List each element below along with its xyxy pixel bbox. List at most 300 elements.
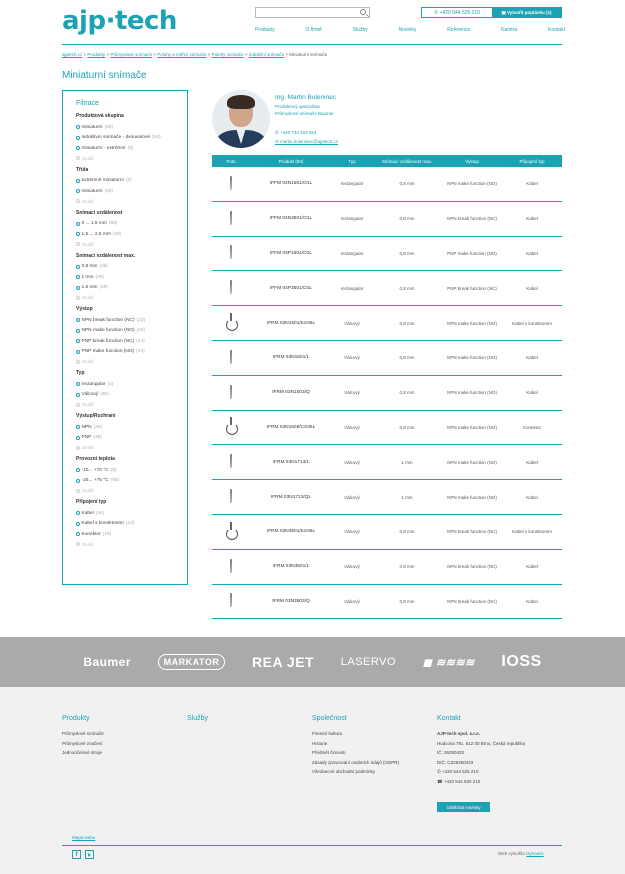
filter-clear[interactable] xyxy=(76,154,187,163)
radio-icon[interactable] xyxy=(76,179,80,183)
product-name[interactable]: IFRM 03N1505/CS35L xyxy=(266,424,316,430)
product-type: Válcový xyxy=(344,320,360,326)
radio-icon[interactable] xyxy=(76,146,80,150)
phone-icon: ✆ xyxy=(275,130,281,135)
product-name[interactable]: IFRM 03N3501/KS35L xyxy=(266,529,316,535)
radio-icon[interactable] xyxy=(76,382,80,386)
radio-icon xyxy=(76,156,80,160)
product-connection: Kabel xyxy=(526,216,538,222)
brand-logo[interactable]: ◼ ≋≋≋≋ xyxy=(422,656,475,669)
filter-option-label: 1,6 mm xyxy=(81,285,98,291)
radio-icon[interactable] xyxy=(76,232,80,236)
filter-clear[interactable] xyxy=(76,293,187,302)
sensor-icon xyxy=(230,176,232,190)
filter-option-label: induktivní snímače - dvouvatové xyxy=(81,135,151,141)
filter-clear[interactable] xyxy=(76,540,187,549)
filter-option-label: 1 mm xyxy=(81,274,94,280)
product-output: NPN make function (NO) xyxy=(447,494,497,500)
product-photo[interactable] xyxy=(212,176,250,192)
company-phone[interactable] xyxy=(437,769,525,779)
filter-option[interactable] xyxy=(76,476,187,487)
product-type: rectangular xyxy=(340,285,364,291)
footer-heading: Společnost xyxy=(312,715,347,722)
filter-group-title: Výstup xyxy=(76,306,93,312)
filter-option-count: (29) xyxy=(95,274,105,280)
filter-option[interactable] xyxy=(76,272,187,283)
footer-link[interactable]: Průmyslové značení xyxy=(62,740,103,746)
filter-groups xyxy=(76,113,187,549)
table-row[interactable] xyxy=(212,376,562,411)
radio-icon[interactable] xyxy=(76,436,80,440)
table-row[interactable] xyxy=(212,202,562,237)
fax-icon: ☎ xyxy=(437,778,444,784)
filter-option-count: (23) xyxy=(136,328,146,334)
sensor-icon xyxy=(230,280,232,294)
footer-col-contact xyxy=(437,715,525,788)
footer-col-products xyxy=(62,715,104,760)
filter-option-count: (44) xyxy=(95,510,105,516)
sensor-icon xyxy=(230,350,232,364)
radio-icon[interactable] xyxy=(76,125,80,129)
product-photo[interactable] xyxy=(212,559,250,575)
product-name[interactable]: IFFM 04P3501/O1L xyxy=(269,285,313,291)
company-ico: IČ: 26280433 xyxy=(437,750,465,755)
product-distance: 0,8 mm xyxy=(399,529,415,535)
search-input[interactable] xyxy=(255,7,370,18)
filter-option-count: (26) xyxy=(102,531,112,537)
product-connection: Kabel xyxy=(526,494,538,500)
product-photo[interactable] xyxy=(212,245,250,261)
filter-option-label: NPN make function (NO) xyxy=(81,328,135,334)
radio-icon[interactable] xyxy=(76,286,80,290)
col-header[interactable]: Výstup xyxy=(465,158,479,164)
product-name[interactable]: IFRM 03N1713/L xyxy=(272,459,310,465)
breadcrumb-link[interactable]: Polohy a měřicí snímače xyxy=(157,52,207,57)
filter-group-title: Výstup/Rozhraní xyxy=(76,413,116,419)
footer-link[interactable]: Všeobecné obchodní podmínky xyxy=(312,769,376,774)
filter-option-label: PNP make function (NO) xyxy=(81,349,135,355)
filter-option[interactable] xyxy=(76,143,187,154)
brand-logo[interactable]: LASERVO xyxy=(340,656,397,668)
product-type: Válcový xyxy=(344,494,360,500)
product-type: rectangular xyxy=(340,250,364,256)
filter-group-title: Třída xyxy=(76,166,89,173)
footer-col-company xyxy=(312,715,399,779)
phone-icon: ✆ xyxy=(433,9,440,16)
filter-option[interactable] xyxy=(76,508,187,519)
radio-icon[interactable] xyxy=(76,350,80,354)
filter-option[interactable] xyxy=(76,176,187,187)
product-connection: Kabel xyxy=(526,598,538,604)
filter-option-label: miniaturní - extrémní xyxy=(81,145,126,151)
filter-group xyxy=(76,167,187,206)
contact-email[interactable] xyxy=(275,139,338,145)
footer-divider xyxy=(62,845,562,846)
product-type: Válcový xyxy=(344,529,360,535)
facebook-icon[interactable]: f xyxy=(72,850,81,859)
filter-option-label: NPN break function (NC) xyxy=(81,317,135,323)
filter-option-label: NPN xyxy=(81,424,92,430)
filter-option-label: extrémně miniaturní xyxy=(81,178,124,184)
radio-icon[interactable] xyxy=(76,329,80,333)
brand-logo[interactable]: IOSS xyxy=(501,653,542,670)
sensor-icon xyxy=(230,211,232,225)
filter-title: Filtrace xyxy=(76,100,99,107)
filter-option-label: Konektor xyxy=(81,531,101,537)
contact-dept: Průmyslové snímače Baumer xyxy=(275,111,334,116)
nav-kariera[interactable]: Kariéra xyxy=(501,27,518,33)
nav-sluzby[interactable]: Služby xyxy=(352,27,368,33)
radio-icon[interactable] xyxy=(76,393,80,397)
radio-icon[interactable] xyxy=(76,339,80,343)
filter-clear-label: Zrušit xyxy=(82,402,94,407)
phone-icon: ✆ xyxy=(437,769,443,774)
filter-group-title: Snímací vzdálenost max. xyxy=(76,252,136,259)
footer-link[interactable]: Zásady zpracování osobních údajů (GDPR) xyxy=(312,759,400,765)
radio-icon[interactable] xyxy=(76,275,80,279)
table-row[interactable] xyxy=(212,237,562,272)
company-dic: DIČ: CZ26280433 xyxy=(437,759,474,765)
phone-link[interactable] xyxy=(422,8,492,17)
filter-option-count: (8) xyxy=(110,467,117,473)
credit-link[interactable]: Dynamic xyxy=(526,851,544,856)
filter-option-count: (5) xyxy=(125,178,132,184)
product-connection: Kabel xyxy=(526,355,538,361)
table-row[interactable] xyxy=(212,411,562,446)
filter-option-count: (35) xyxy=(104,188,114,194)
table-row[interactable] xyxy=(212,550,562,585)
filter-option[interactable] xyxy=(76,336,187,347)
nav-produkty[interactable]: Produkty xyxy=(255,27,275,33)
filter-option-count: (90) xyxy=(100,392,109,398)
radio-icon[interactable] xyxy=(76,265,80,269)
filter-clear[interactable] xyxy=(76,240,187,249)
filter-clear[interactable] xyxy=(76,357,187,366)
product-distance: 1 mm xyxy=(401,494,413,500)
filter-option-count: (86) xyxy=(110,478,120,484)
table-row[interactable] xyxy=(212,585,562,620)
filter-option[interactable] xyxy=(76,390,187,401)
product-distance: 0,8 mm xyxy=(399,355,415,361)
table-row[interactable] xyxy=(212,167,562,202)
product-output: NPN break function (NC) xyxy=(447,598,497,604)
table-row[interactable] xyxy=(212,515,562,550)
filter-clear[interactable] xyxy=(76,486,187,495)
filter-group xyxy=(76,253,187,303)
breadcrumb-current: Miniaturní snímače xyxy=(289,52,328,57)
col-header[interactable]: Snímací vzdálenost max. xyxy=(381,158,433,164)
radio-icon xyxy=(76,542,80,546)
product-output: NPN make function (NO) xyxy=(447,181,497,187)
product-distance: 0,8 mm xyxy=(399,285,415,291)
radio-icon xyxy=(76,360,80,364)
filter-option-count: (28) xyxy=(99,264,109,270)
product-type: Válcový xyxy=(344,390,360,396)
radio-icon[interactable] xyxy=(76,318,80,322)
filter-option[interactable] xyxy=(76,379,187,390)
table-header xyxy=(212,155,562,167)
filter-option[interactable] xyxy=(76,326,187,337)
product-type: rectangular xyxy=(340,216,364,222)
product-distance: 0,8 mm xyxy=(399,320,415,326)
radio-icon[interactable] xyxy=(76,479,80,483)
filter-option[interactable] xyxy=(76,229,187,240)
company-phone-number: +420 544 525 210 xyxy=(442,769,479,774)
filter-option-label: miniaturní xyxy=(81,188,103,194)
product-distance: 0,8 mm xyxy=(399,181,415,187)
col-header[interactable]: Připojení typ xyxy=(519,158,545,164)
radio-icon xyxy=(76,199,80,203)
filter-clear-label: Zrušit xyxy=(82,359,94,364)
sensor-icon xyxy=(224,522,238,540)
filter-option[interactable] xyxy=(76,433,187,444)
breadcrumb-link[interactable]: Produkty xyxy=(87,52,106,57)
filter-group xyxy=(76,370,187,409)
filter-option-count: (24) xyxy=(136,349,145,355)
radio-icon xyxy=(76,296,80,300)
sensor-icon xyxy=(230,489,232,503)
filter-option-label: Válcový xyxy=(81,392,99,398)
filter-option[interactable] xyxy=(76,262,187,273)
filter-option-count: (24) xyxy=(125,521,135,527)
product-photo[interactable] xyxy=(212,417,250,437)
breadcrumb-link[interactable]: Polohy snímače xyxy=(211,52,244,57)
filter-option-count: (28) xyxy=(99,285,109,291)
filter-group xyxy=(76,413,187,452)
subscribe-button[interactable]: Odebírat novinky xyxy=(437,802,490,812)
filter-option-label: PNP break function (NC) xyxy=(81,338,135,344)
product-name[interactable]: IFFM 04N3501/O1L xyxy=(269,216,313,222)
inquiry-label: Vytvořit poptávku (1) xyxy=(506,10,552,15)
table-body xyxy=(212,167,562,619)
filter-option[interactable] xyxy=(76,133,187,144)
footer-heading: Kontakt xyxy=(437,715,461,722)
nav-kontakt[interactable]: Kontakt xyxy=(548,27,565,33)
radio-icon[interactable] xyxy=(76,136,80,140)
avatar xyxy=(212,90,270,148)
product-connection: Kabel xyxy=(526,390,538,396)
product-output: PNP break function (NC) xyxy=(447,285,497,291)
product-table xyxy=(212,155,562,619)
brand-strip xyxy=(0,637,625,687)
header-divider xyxy=(62,44,562,45)
table-row[interactable] xyxy=(212,341,562,376)
contact-name: Ing. Martin Buleninec xyxy=(275,94,337,101)
filter-clear-label: Zrušit xyxy=(82,295,94,300)
filter-option-label: rectangular xyxy=(81,381,106,387)
mail-icon: ✉ xyxy=(275,139,281,144)
filter-option-count: (65) xyxy=(108,221,118,227)
product-output: NPN make function (NO) xyxy=(447,320,497,326)
product-photo[interactable] xyxy=(212,280,250,296)
filter-option-label: 0,8 mm xyxy=(81,264,98,270)
filter-group xyxy=(76,499,187,549)
footer-heading: Služby xyxy=(187,715,209,722)
brand-logo[interactable]: Baumer xyxy=(83,655,132,669)
filter-option[interactable] xyxy=(76,283,187,294)
sensor-icon xyxy=(230,593,232,607)
product-connection: Kabel xyxy=(526,250,538,256)
footer-link[interactable]: Jednoúčelové stroje xyxy=(62,750,103,755)
footer-link[interactable]: Průmyslové snímače xyxy=(62,731,104,736)
radio-icon xyxy=(76,242,80,246)
product-distance: 0,8 mm xyxy=(399,598,415,604)
radio-icon[interactable] xyxy=(76,425,80,429)
credit-prefix: Web vytvořilo xyxy=(498,851,525,856)
radio-icon[interactable] xyxy=(76,222,80,226)
sensor-icon xyxy=(230,385,232,399)
product-name[interactable]: IFRM 03N3503/Q xyxy=(272,598,310,604)
product-photo[interactable] xyxy=(212,454,250,470)
filter-option[interactable] xyxy=(76,347,187,358)
filter-option[interactable] xyxy=(76,529,187,540)
product-distance: 0,8 mm xyxy=(399,390,415,396)
filter-clear-label: Zrušit xyxy=(82,445,94,450)
product-output: NPN break function (NC) xyxy=(447,564,497,570)
product-output: NPN make function (NO) xyxy=(447,390,497,396)
filter-panel xyxy=(62,90,188,585)
filter-option-label: 1,5 ... 2,5 mm xyxy=(81,231,111,237)
page-title: Miniaturní snímače xyxy=(62,70,147,81)
filter-group xyxy=(76,306,187,366)
filter-option-count: (46) xyxy=(93,424,103,430)
radio-icon xyxy=(76,489,80,493)
phone-number: +420 544 525 210 xyxy=(439,9,481,16)
product-name[interactable]: IFRM 03N3501/L xyxy=(272,564,310,570)
filter-option[interactable] xyxy=(76,219,187,230)
col-header[interactable]: Typ xyxy=(348,158,356,164)
filter-option-count: (24) xyxy=(136,338,145,344)
filter-group xyxy=(76,456,187,495)
sensor-icon xyxy=(230,454,232,468)
table-row[interactable] xyxy=(212,306,562,341)
filter-option-label: 0 ... 1,5 mm xyxy=(81,221,107,227)
product-photo[interactable] xyxy=(212,593,250,609)
product-output: NPN make function (NO) xyxy=(447,459,497,465)
search-icon[interactable] xyxy=(360,9,366,15)
product-photo[interactable] xyxy=(212,489,250,505)
inquiry-button[interactable] xyxy=(492,8,561,17)
filter-group-title: Připojení typ xyxy=(76,499,107,505)
radio-icon[interactable] xyxy=(76,532,80,536)
filter-option[interactable] xyxy=(76,465,187,476)
product-connection: Kabel xyxy=(526,285,538,291)
filter-option[interactable] xyxy=(76,519,187,530)
filter-option-label: Kabel s konektorem xyxy=(81,521,124,527)
sensor-icon xyxy=(224,417,238,435)
product-photo[interactable] xyxy=(212,313,250,333)
filter-clear[interactable] xyxy=(76,443,187,452)
product-name[interactable]: IFFM 04P1501/O1L xyxy=(269,250,313,256)
product-name[interactable]: IFRM 03N1503/Q xyxy=(272,390,310,396)
breadcrumb-link[interactable]: Průmyslové snímače xyxy=(110,52,153,57)
table-row[interactable] xyxy=(212,480,562,515)
logo[interactable]: ajp·tech xyxy=(62,6,177,36)
product-photo[interactable] xyxy=(212,522,250,542)
credit xyxy=(498,851,544,856)
product-type: Válcový xyxy=(344,459,360,465)
filter-group xyxy=(76,210,187,249)
filter-option-count: (66) xyxy=(104,124,114,130)
brand-logo[interactable]: REA JET xyxy=(252,654,315,670)
nav-o-firme[interactable]: O firmě xyxy=(305,27,322,33)
radio-icon[interactable] xyxy=(76,522,80,526)
sitemap-link[interactable]: Mapa webu xyxy=(72,835,96,840)
product-name[interactable]: IFRM 03N1501/KS35L xyxy=(266,320,316,326)
radio-icon xyxy=(76,403,80,407)
product-photo[interactable] xyxy=(212,385,250,401)
sensor-icon xyxy=(224,313,238,331)
filter-clear[interactable] xyxy=(76,197,187,206)
filter-clear[interactable] xyxy=(76,400,187,409)
product-type: Válcový xyxy=(344,564,360,570)
product-connection: Kabel s konektorem xyxy=(512,529,552,535)
breadcrumb-link[interactable]: Indukční snímače xyxy=(248,52,285,57)
product-distance: 0,8 mm xyxy=(399,424,415,430)
filter-clear-label: Zrušit xyxy=(82,155,94,161)
product-type: rectangular xyxy=(340,181,364,187)
footer-heading: Produkty xyxy=(62,715,90,722)
col-header[interactable]: Produkt (94) xyxy=(278,158,304,164)
breadcrumb-link[interactable]: ajptech.cz xyxy=(62,52,83,57)
product-connection: Kabel s konektorem xyxy=(512,320,552,326)
product-distance: 0,8 mm xyxy=(399,216,415,222)
filter-clear-label: Zrušit xyxy=(82,241,94,247)
brand-logo[interactable]: MARKATOR xyxy=(158,654,226,670)
filter-group-title: Produktová skupina xyxy=(76,113,124,119)
radio-icon[interactable] xyxy=(76,189,80,193)
footer-link[interactable]: Předmět činnosti xyxy=(312,750,346,755)
radio-icon[interactable] xyxy=(76,511,80,515)
product-distance: 0,8 mm xyxy=(399,564,415,570)
youtube-icon[interactable]: ▶ xyxy=(85,850,94,859)
nav-reference[interactable]: Reference xyxy=(447,27,471,33)
footer-link[interactable]: Firemní kultura xyxy=(312,731,343,736)
filter-option-label: -25... +75 °C xyxy=(81,478,109,484)
product-name[interactable]: IFRM 03N1713/QL xyxy=(270,494,312,500)
company-fax-number: +420 544 525 210 xyxy=(443,778,481,784)
product-output: NPN make function (NO) xyxy=(447,355,497,361)
filter-option[interactable] xyxy=(76,186,187,197)
filter-option[interactable] xyxy=(76,422,187,433)
filter-option-count: (48) xyxy=(93,435,102,441)
filter-option-count: (54) xyxy=(152,135,161,141)
nav-novinky[interactable]: Novinky xyxy=(398,27,417,33)
filter-option[interactable] xyxy=(76,122,187,133)
contact-phone[interactable] xyxy=(275,130,316,136)
company-name: AJP-tech spol. s.r.o. xyxy=(437,731,481,736)
table-row[interactable] xyxy=(212,445,562,480)
product-name[interactable]: IFFM 04N1501/O1L xyxy=(269,181,313,187)
filter-group xyxy=(76,113,187,163)
product-name[interactable]: IFRM 03N1501/L xyxy=(272,355,310,361)
product-connection: Konektor xyxy=(522,424,541,430)
product-photo[interactable] xyxy=(212,211,250,227)
footer-col-services xyxy=(187,715,208,731)
footer-link[interactable]: Historie xyxy=(312,740,328,746)
product-type: Válcový xyxy=(344,424,360,430)
product-photo[interactable] xyxy=(212,350,250,366)
product-output: NPN make function (NO) xyxy=(447,424,497,430)
product-connection: Kabel xyxy=(526,459,538,465)
radio-icon[interactable] xyxy=(76,468,80,472)
filter-option-label: PNP xyxy=(81,435,92,441)
filter-option-count: (28) xyxy=(112,231,122,237)
filter-option[interactable] xyxy=(76,315,187,326)
table-row[interactable] xyxy=(212,271,562,306)
filter-option-label: -10... +70 °C xyxy=(81,467,109,473)
filter-clear-label: Zrušit xyxy=(82,198,94,204)
